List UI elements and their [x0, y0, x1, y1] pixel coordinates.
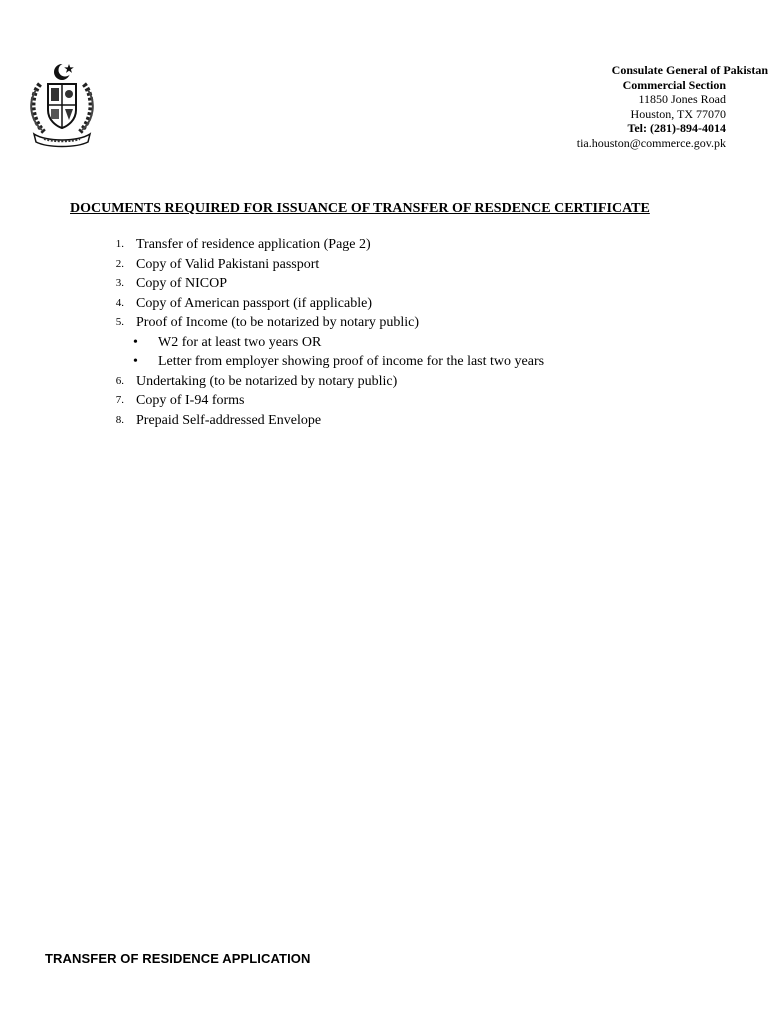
list-number: 2.	[115, 257, 124, 270]
list-item-text: Copy of I-94 forms	[136, 393, 245, 408]
list-item	[100, 391, 544, 411]
sub-list-item-text: Letter from employer showing proof of income for the last two years	[158, 354, 545, 369]
list-number: 1.	[115, 238, 124, 250]
list-item	[100, 294, 544, 314]
list-item-text: Copy of American passport (if applicable)	[136, 295, 372, 311]
list-item-text: Transfer of residence application (Page 2)	[136, 237, 371, 252]
list-item-text: Undertaking (to be notarized by notary public)	[136, 373, 398, 389]
list-item	[100, 255, 544, 275]
list-number: 4.	[115, 296, 124, 309]
street-address: 11850 Jones Road	[638, 92, 726, 107]
state-emblem-icon	[22, 60, 102, 150]
list-number: 3.	[115, 277, 124, 289]
sub-list-item	[100, 333, 544, 353]
city-address: Houston, TX 77070	[630, 106, 726, 121]
sub-list-item	[100, 352, 544, 372]
requirements-list	[100, 235, 544, 430]
list-number: 7.	[115, 394, 124, 406]
email-address: tia.houston@commerce.gov.pk	[576, 135, 726, 150]
list-item-text: Copy of NICOP	[136, 276, 228, 291]
consulate-name: Consulate General of Pakistan	[611, 63, 768, 77]
bullet-icon: •	[133, 334, 138, 350]
section-name: Commercial Section	[622, 77, 726, 92]
list-number: 5.	[115, 316, 124, 328]
list-number: 6.	[115, 374, 124, 387]
sub-list-item-text: W2 for at least two years OR	[158, 334, 322, 350]
phone-number: Tel: (281)-894-4014	[627, 121, 726, 136]
list-item	[100, 372, 544, 392]
list-number: 8.	[115, 413, 124, 426]
list-item-text: Copy of Valid Pakistani passport	[136, 256, 320, 272]
document-title: DOCUMENTS REQUIRED FOR ISSUANCE OF TRANSFER OF RESDENCE CERTIFICATE	[70, 201, 650, 216]
list-item	[100, 274, 544, 294]
list-item	[100, 411, 544, 431]
bullet-icon: •	[133, 354, 138, 369]
list-item	[100, 313, 544, 333]
footer-title: TRANSFER OF RESIDENCE APPLICATION	[45, 951, 311, 966]
letterhead-address	[576, 63, 768, 151]
list-item-text: Proof of Income (to be notarized by notary public)	[136, 315, 420, 330]
list-item-text: Prepaid Self-addressed Envelope	[136, 412, 322, 428]
list-item	[100, 235, 544, 255]
